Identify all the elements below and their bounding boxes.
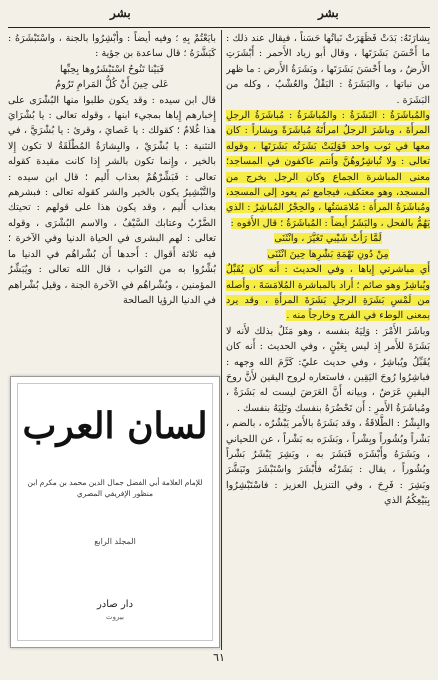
book-title: لسان العرب <box>22 405 208 447</box>
book-volume: المجلد الرابع <box>94 537 136 546</box>
paragraph: والبِشْرُ : الطَّلاقَةُ ، وقد بَشَرَهُ بالأَمر يَبْشُرُه ، بالضم ، بَشْراً وبُشُوراً وبِشْراً ، وبَشَرَه به بَشْراً ، عن اللحياني ، وبَشَرَهُ وأَبْشَرَه فَبَشَرَ به ، وبَشِرَ يَبْشَرُ بَشْراً وبُشُوراً ، يقال : بَشَرْتُه فأَبْشَرَ واسْتَبْشَرَ وتَبَشَّرَ وبَشِرَ : فَرِحَ ، وفي التنزيل العزيز : فاسْتَبْشِرُوا بِبَيْعِكُمُ الذي <box>226 418 430 507</box>
poem-verse: فَبَيْنا تَنُوحُ اسْتَبْشَرُوها بِحِبِّها <box>59 63 165 75</box>
highlight-passage: والمُباشَرَةُ : البَشَرَةُ : والمُباشَرَةُ : مُباشَرَةُ الرجلِ المرأَةَ ، وباشَرَ الرجلُ امرأَتَهُ مُباشَرَةً وبِشاراً : كان معها في ثوب واحد فَوَلِيَتْ بَشَرَتُه بَشَرَتَها ، وقوله تعالى : ولا تُباشِرُوهُنَّ وأَنتم عاكفون في المساجد؛ معنى المباشرة الجماع وكان الرجل يخرج من المسجد، وهو معتكف، فيجامع ثم يعود إلى المسجد، ومُباشَرَةُ المرأَة : مُلامَسَتُها ، والحِجْرُ المُباشِرُ : الذي يَهُمُّ بالفحل ، والبَشَرُ أَيضاً : المُباشَرَةُ ؛ قال الأَفوه : <box>226 110 430 229</box>
page-number: ٦١ <box>213 651 225 664</box>
book-publisher-city: بيروت <box>106 613 124 621</box>
poem-verse: لَمَّا رَأَتْ شَيْبي تَغَيَّرَ ، وانْثَنَى <box>274 233 382 245</box>
paragraph: وباشَرَ الأَمْرَ : وَلِيَهُ بنفسه ، وهو مَثَلٌ بذلك لأَنه لا بَشَرَةَ للأَمر إِذ ليس بِعَيْنٍ ، وفي الحديث : أَنه كان يُقَبِّلُ ويُباشِرُ ، وفي حديث عليّ: كَرَّمَ الله وجهه : فباشِرُوا رُوحَ اليَقِين ، فاستعاره لروح اليقين لأَنَّ روحَ اليقينِ عَرَضٌ ، وبيانه أَنَّ العَرَضَ ليست له بَشَرَةٌ ، ومُباشَرَةُ الأَمرِ : أَن تَحْضُرَهُ بنفسك وتَلِيَهُ بنفسك . <box>226 325 430 414</box>
book-author-line: للإمام العلامة أبي الفضل جمال الدين محمد بن مكرم ابن منظور الإفريقي المصري <box>27 478 203 498</box>
running-head-right: بشر <box>318 6 339 20</box>
header-rule <box>8 27 430 28</box>
running-head-left: بشر <box>110 6 131 20</box>
paragraph: بِشارَتَهُ: بَدَتْ فَظَهَرَتْ نَباتُها حَسَناً ، فيقال عند ذلك : ما أَحْسَنَ بَشَرَتَها ، وقال أبو زياد الأَحمر : أَبْشَرَتِ الأَرضُ ، وما أَحْسَنَ بَشَرَتَها ، وبَشَرَةُ الأَرض : ما ظهر من نباتها ، والبَشَرَةُ : البَقْلُ والعُشْبُ ، وكله من البَشَرَة . <box>226 33 430 106</box>
book-cover-image <box>10 376 220 648</box>
paragraph-highlighted <box>226 108 430 231</box>
highlight-passage: أَي مباشرتي إِياها ، وفي الحديث : أَنه كان يُقَبِّلُ ويُباشِرُ وهو صائم ؛ أَراد بالمباشرة المُلامَسَةَ ، وأَصله من لَمْسِ بَشَرَةِ الرجلِ بَشَرَةَ المرأَةِ ، وقد يرد بمعنى الوطء في الفرج وخارجاً منه . <box>226 264 430 322</box>
poem-verse: مِنْ دُونِ نَهْمَةِ بَشْرِها حِينَ انْثَنَى <box>267 248 389 260</box>
poem-verse: عَلى حِينَ أَنْ كُلُّ المَرامِ تَرُومُ <box>55 79 169 91</box>
left-text-column <box>8 31 216 365</box>
column-divider <box>221 30 222 650</box>
paragraph-highlighted <box>226 262 430 324</box>
paragraph: بايَعْتُمْ بِهِ ؛ وفيه أَيضاً : وأَبْشِرُوا بالجنة ، واسْتَبْشَرَهُ : كَبَشَّرَهُ ؛ قال ساعدة بن جؤية : <box>8 33 216 60</box>
right-text-column <box>226 31 430 646</box>
paragraph: قال ابن سيده : وقد يكون طلبوا منها البُشْرَى على إِخبارهم إِياها بمجيء ابنها ، وقوله تعالى : يا بُشْرَايَ هذا غُلامٌ ؛ كقولك : يا عَصايَ ، وقرئ : يا بُشْرَيَّ ، في التثنية : يا بُشْرَيْ ، والبِشارَةُ المُطْلَقَةُ لا تكون إِلا بالخير ، وإِنما تكون بالشر إِذا كانت مقيدة كقوله تعالى : فَبَشِّرْهُمْ بعذاب أَليم ؛ قال ابن سيده : والتَّبْشِيرُ يكون بالخير والشر كقوله تعالى : فبشرهم بعذاب أَليم ، وقد يكون هذا على قولهم : تحيتك الضَّرْبُ وعتابك السَّيْفُ ، والاسم البُشْرَى ، وقوله تعالى : لهم البشرى في الحياة الدنيا وفي الآخرة ؛ فيه ثلاثة أَقوال : أَحدها أَن بُشْراهُم في الدنيا ما بُشِّرُوا به من الثواب ، قال الله تعالى : ويُبَشِّرُ المؤمنين ، وبُشْراهُم في الآخرة الجنة ، وقيل بُشْراهم في الدنيا الرؤيا الصالحة <box>8 94 216 306</box>
book-publisher: دار صادر <box>96 599 134 610</box>
